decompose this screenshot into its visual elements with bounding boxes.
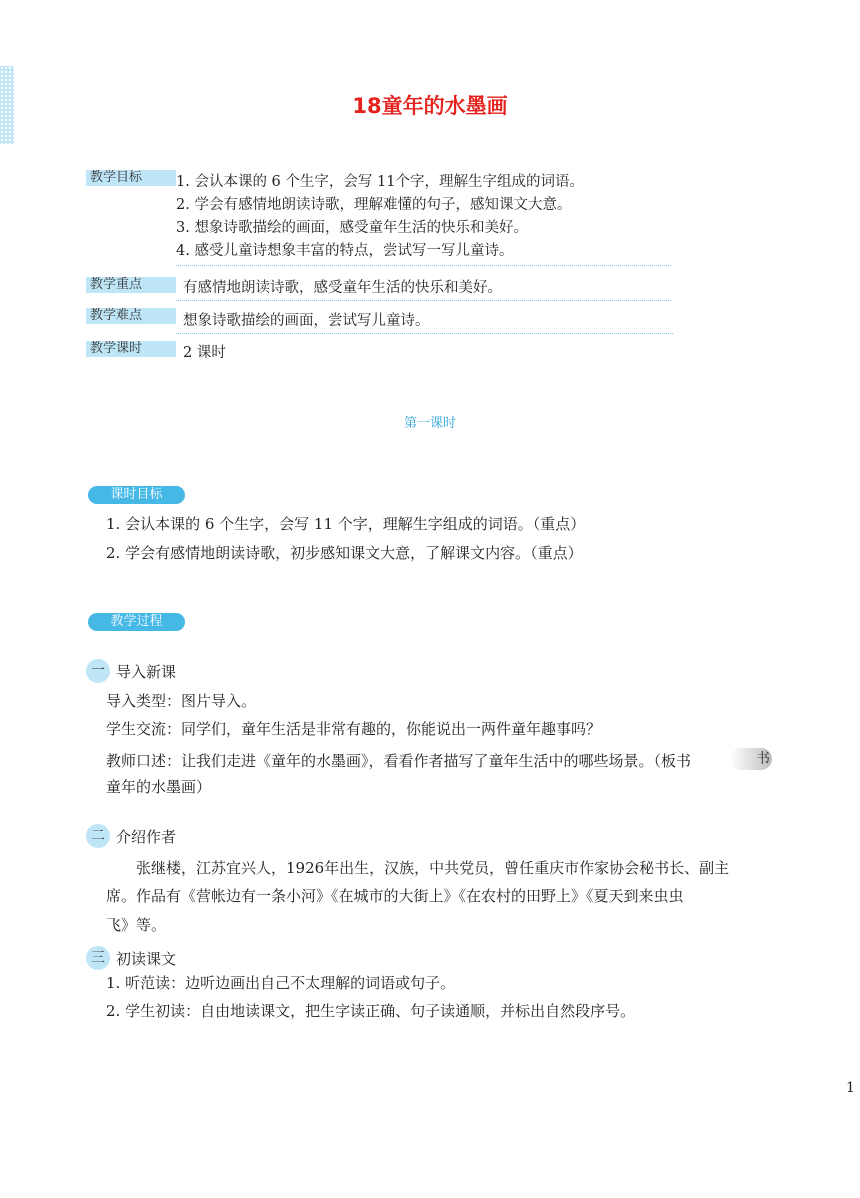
- section-line: 导入类型：图片导入。: [106, 692, 257, 710]
- goal-item: 3. 想象诗歌描绘的画面，感受童年生活的快乐和美好。: [176, 220, 528, 236]
- section-line: 2. 学生初读：自由地读课文，把生字读正确、句子读通顺，并标出自然段序号。: [106, 1002, 636, 1020]
- section-number-badge: 三: [86, 946, 110, 970]
- objective-item: 1. 会认本课的 6 个生字，会写 11 个字，理解生字组成的词语。（重点）: [106, 515, 586, 533]
- section-line: 教师口述：让我们走进《童年的水墨画》，看看作者描写了童年生活中的哪些场景。（板书: [106, 752, 692, 770]
- section-line: 学生交流：同学们，童年生活是非常有趣的，你能说出一两件童年趣事吗？: [106, 720, 602, 738]
- section-line: 张继楼，江苏宜兴人，1926年出生，汉族，中共党员，曾任重庆市作家协会秘书长、副主: [136, 859, 730, 877]
- divider: [176, 333, 673, 334]
- section-title: 初读课文: [116, 950, 177, 968]
- process-pill: 教学过程: [88, 613, 185, 631]
- section-line: 飞》等。: [106, 916, 167, 934]
- objective-item: 2. 学会有感情地朗读诗歌，初步感知课文大意，了解课文内容。（重点）: [106, 544, 583, 562]
- blackboard-badge: 书: [730, 748, 772, 770]
- section-number-badge: 二: [86, 824, 110, 848]
- goal-item: 2. 学会有感情地朗读诗歌，理解难懂的句子，感知课文大意。: [176, 197, 572, 213]
- section-line: 席。作品有《营帐边有一条小河》《在城市的大街上》《在农村的田野上》《夏天到来虫虫: [106, 887, 684, 905]
- section-title: 介绍作者: [116, 828, 177, 846]
- objectives-pill: 课时目标: [88, 486, 185, 504]
- divider: [176, 300, 671, 301]
- key-points-text: 有感情地朗读诗歌，感受童年生活的快乐和美好。: [183, 280, 502, 296]
- class-hours-label: 教学课时: [86, 341, 176, 357]
- section-line: 1. 听范读：边听边画出自己不太理解的词语或句子。: [106, 974, 456, 992]
- page-number: 1: [846, 1080, 855, 1096]
- page-title: 18童年的水墨画: [352, 94, 508, 118]
- difficulties-text: 想象诗歌描绘的画面，尝试写儿童诗。: [183, 313, 430, 329]
- section-number-badge: 一: [86, 659, 110, 683]
- section-line: 童年的水墨画）: [106, 778, 212, 796]
- key-points-label: 教学重点: [86, 277, 176, 293]
- goal-item: 1. 会认本课的 6 个生字，会写 11个字，理解生字组成的词语。: [176, 174, 584, 190]
- divider: [176, 265, 671, 266]
- difficulties-label: 教学难点: [86, 308, 176, 324]
- lesson-heading: 第一课时: [403, 416, 456, 431]
- goal-item: 4. 感受儿童诗想象丰富的特点，尝试写一写儿童诗。: [176, 243, 514, 259]
- class-hours-text: 2 课时: [183, 345, 226, 361]
- section-title: 导入新课: [116, 663, 177, 681]
- goals-label: 教学目标: [86, 170, 176, 186]
